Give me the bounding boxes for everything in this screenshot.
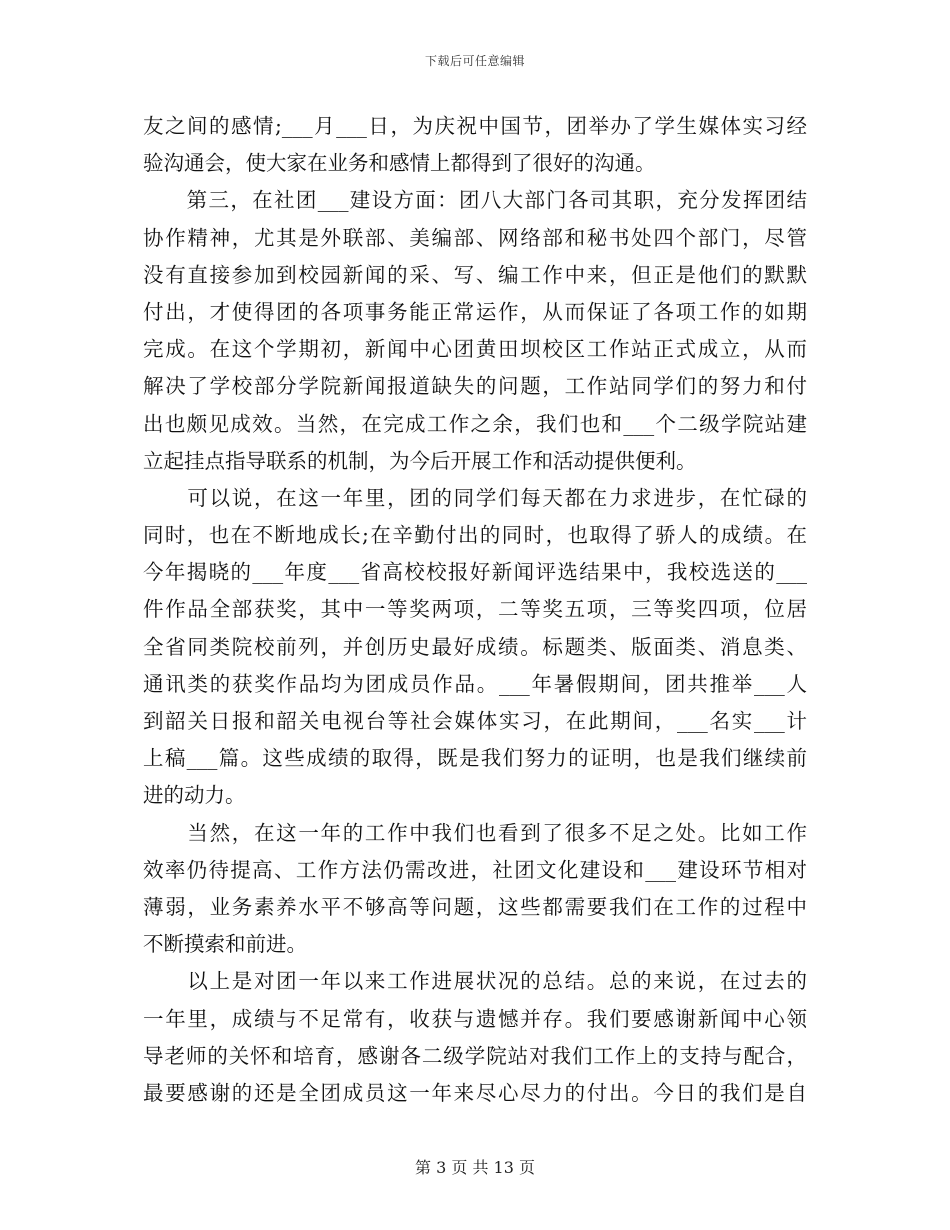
text-line: 协作精神，尤其是外联部、美编部、网络部和秘书处四个部门，尽管: [143, 225, 807, 250]
text-line: 立起挂点指导联系的机制，为今后开展工作和活动提供便利。: [143, 448, 697, 473]
text-line: 同时，也在不断地成长;在辛勤付出的同时，也取得了骄人的成绩。在: [143, 523, 807, 548]
text-line: 验沟通会，使大家在业务和感情上都得到了很好的沟通。: [143, 151, 656, 176]
text-line: 到韶关日报和韶关电视台等社会媒体实习，在此期间，___名实___计: [143, 709, 807, 733]
text-line: 效率仍待提高、工作方法仍需改进，社团文化建设和___建设环节相对: [143, 857, 807, 882]
text-line: 当然，在这一年的工作中我们也看到了很多不足之处。比如工作: [143, 820, 807, 845]
page-number: 第 3 页 共 13 页: [415, 1158, 535, 1177]
text-line: 可以说，在这一年里，团的同学们每天都在力求进步，在忙碌的: [143, 485, 807, 510]
text-line: 一年里，成绩与不足常有，收获与遗憾并存。我们要感谢新闻中心领: [143, 1006, 807, 1031]
text-line: 今年揭晓的___年度___省高校校报好新闻评选结果中，我校选送的___: [143, 560, 807, 585]
text-line: 件作品全部获奖，其中一等奖两项，二等奖五项，三等奖四项，位居: [143, 597, 807, 622]
text-line: 薄弱，业务素养水平不够高等问题，这些都需要我们在工作的过程中: [143, 894, 807, 919]
text-line: 友之间的感情;___月___日，为庆祝中国节，团举办了学生媒体实习经: [143, 114, 807, 138]
text-line: 解决了学校部分学院新闻报道缺失的问题，工作站同学们的努力和付: [143, 374, 807, 399]
text-line: 上稿___篇。这些成绩的取得，既是我们努力的证明，也是我们继续前: [143, 746, 807, 771]
text-line: 全省同类院校前列，并创历史最好成绩。标题类、版面类、消息类、: [143, 634, 807, 659]
text-line: 导老师的关怀和培育，感谢各二级学院站对我们工作上的支持与配合，: [143, 1043, 807, 1068]
text-line: 不断摸索和前进。: [143, 932, 307, 957]
page-header: 下载后可任意编辑: [424, 54, 525, 68]
document-body: [143, 108, 807, 1112]
text-line: 完成。在这个学期初，新闻中心团黄田坝校区工作站正式成立，从而: [143, 337, 807, 362]
text-line: 付出，才使得团的各项事务能正常运作，从而保证了各项工作的如期: [143, 299, 807, 324]
text-line: 通讯类的获奖作品均为团成员作品。___年暑假期间，团共推举___人: [143, 671, 807, 696]
text-line: 以上是对团一年以来工作进展状况的总结。总的来说，在过去的: [143, 969, 807, 994]
text-line: 最要感谢的还是全团成员这一年来尽心尽力的付出。今日的我们是自: [143, 1080, 807, 1105]
text-line: 没有直接参加到校园新闻的采、写、编工作中来，但正是他们的默默: [143, 262, 807, 287]
text-line: 出也颇见成效。当然，在完成工作之余，我们也和___个二级学院站建: [143, 411, 807, 436]
text-line: 进的动力。: [143, 783, 246, 808]
text-line: 第三，在社团___建设方面：团八大部门各司其职，充分发挥团结: [143, 188, 807, 213]
